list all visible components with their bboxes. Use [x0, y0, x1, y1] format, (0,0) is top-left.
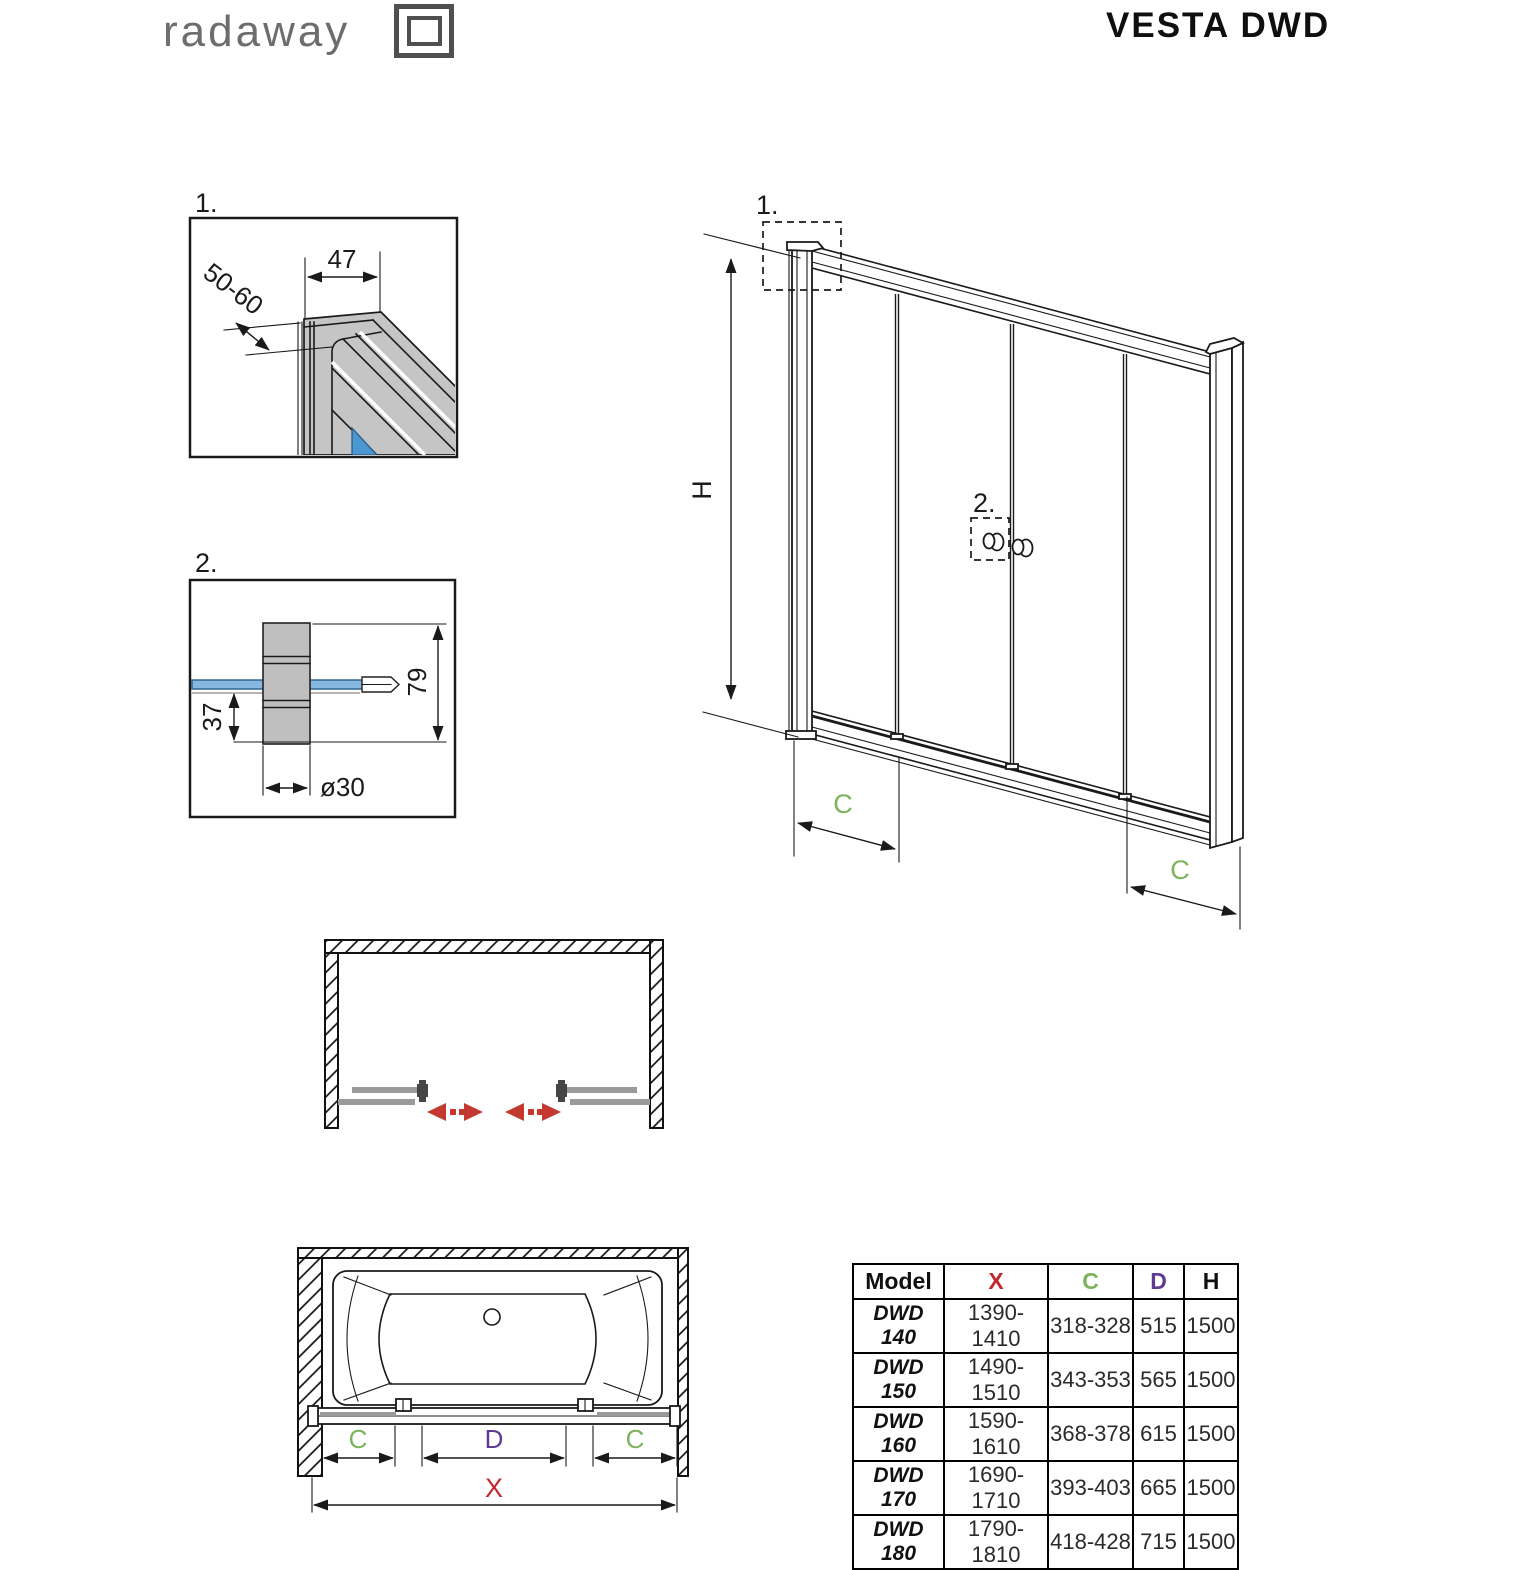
cell-d: 515 — [1133, 1299, 1184, 1353]
plan-view-schematic — [325, 940, 663, 1128]
cell-x: 1390-1410 — [944, 1299, 1048, 1353]
cell-h: 1500 — [1184, 1407, 1238, 1461]
tub-wall-right — [678, 1248, 688, 1476]
door-knobs — [984, 534, 1033, 557]
knob-cylinder — [263, 623, 310, 744]
table-row — [853, 1353, 1238, 1407]
cell-x: 1690-1710 — [944, 1461, 1048, 1515]
plan-door-panel — [570, 1099, 650, 1105]
bathtub-plan — [298, 1248, 688, 1512]
detail-2-label: 2. — [195, 548, 218, 578]
table-header-x: X — [944, 1264, 1048, 1299]
cell-c: 418-428 — [1048, 1515, 1133, 1569]
cell-d: 715 — [1133, 1515, 1184, 1569]
cell-model: DWD 160 — [853, 1407, 944, 1461]
page-title: VESTA DWD — [1106, 6, 1331, 45]
cell-model: DWD 170 — [853, 1461, 944, 1515]
detail-2-inset — [190, 548, 455, 817]
table-row — [853, 1407, 1238, 1461]
dim-label-37: 37 — [197, 702, 227, 732]
dim-label-c-right: C — [1170, 855, 1190, 885]
elevation-callout-2-label: 2. — [973, 488, 996, 518]
detail-1-inset — [190, 188, 457, 457]
plan-wall-right — [650, 940, 663, 1128]
dim-label-tub-d: D — [484, 1424, 504, 1454]
cell-x: 1790-1810 — [944, 1515, 1048, 1569]
dim-label-d30: ø30 — [320, 772, 365, 802]
dim-label-50-60: 50-60 — [197, 256, 269, 321]
cell-d: 565 — [1133, 1353, 1184, 1407]
table-header-h: H — [1184, 1264, 1238, 1299]
plan-wall-left — [325, 940, 338, 1128]
model-spec-table — [852, 1263, 1239, 1570]
cell-h: 1500 — [1184, 1461, 1238, 1515]
cell-c: 368-378 — [1048, 1407, 1133, 1461]
cell-c: 318-328 — [1048, 1299, 1133, 1353]
cell-x: 1590-1610 — [944, 1407, 1048, 1461]
cell-model: DWD 150 — [853, 1353, 944, 1407]
plan-door-panel — [352, 1087, 418, 1093]
cell-x: 1490-1510 — [944, 1353, 1048, 1407]
left-wall-profile — [786, 242, 823, 739]
slide-direction-arrow-left — [427, 1103, 483, 1121]
cell-model: DWD 180 — [853, 1515, 944, 1569]
dim-label-79: 79 — [402, 667, 432, 697]
table-row — [853, 1515, 1238, 1569]
table-row — [853, 1461, 1238, 1515]
dim-label-c-left: C — [833, 789, 853, 819]
brand-logo-text: radaway — [163, 7, 351, 56]
cell-h: 1500 — [1184, 1299, 1238, 1353]
elevation-callout-1-label: 1. — [756, 190, 779, 220]
table-header-d: D — [1133, 1264, 1184, 1299]
table-header-c: C — [1048, 1264, 1133, 1299]
dim-label-h: H — [687, 480, 717, 500]
table-header-model: Model — [853, 1264, 944, 1299]
dim-arrow-c-right — [1131, 887, 1236, 914]
tub-wall-left — [298, 1248, 322, 1476]
dim-arrow-c-left — [798, 823, 895, 849]
plan-wall-top — [325, 940, 663, 953]
table-header-row — [853, 1264, 1238, 1299]
cell-h: 1500 — [1184, 1515, 1238, 1569]
dim-label-tub-x: X — [484, 1473, 504, 1503]
plan-handle-left — [417, 1080, 428, 1102]
cell-d: 665 — [1133, 1461, 1184, 1515]
cell-d: 615 — [1133, 1407, 1184, 1461]
right-wall-profile — [1206, 338, 1243, 848]
cell-h: 1500 — [1184, 1353, 1238, 1407]
elevation-drawing — [687, 190, 1243, 929]
dim-label-47: 47 — [327, 244, 357, 274]
tub-wall-top — [298, 1248, 688, 1258]
plan-door-panel — [338, 1099, 415, 1105]
dim-label-tub-c-right: C — [625, 1424, 645, 1454]
slide-direction-arrow-right — [505, 1103, 561, 1121]
table-row — [853, 1299, 1238, 1353]
panel-dividers — [891, 294, 1131, 799]
dim-label-tub-c-left: C — [348, 1424, 368, 1454]
detail-1-label: 1. — [195, 188, 218, 218]
plan-handle-right — [556, 1080, 567, 1102]
cell-c: 343-353 — [1048, 1353, 1133, 1407]
cell-model: DWD 140 — [853, 1299, 944, 1353]
plan-door-panel — [567, 1087, 637, 1093]
cell-c: 393-403 — [1048, 1461, 1133, 1515]
